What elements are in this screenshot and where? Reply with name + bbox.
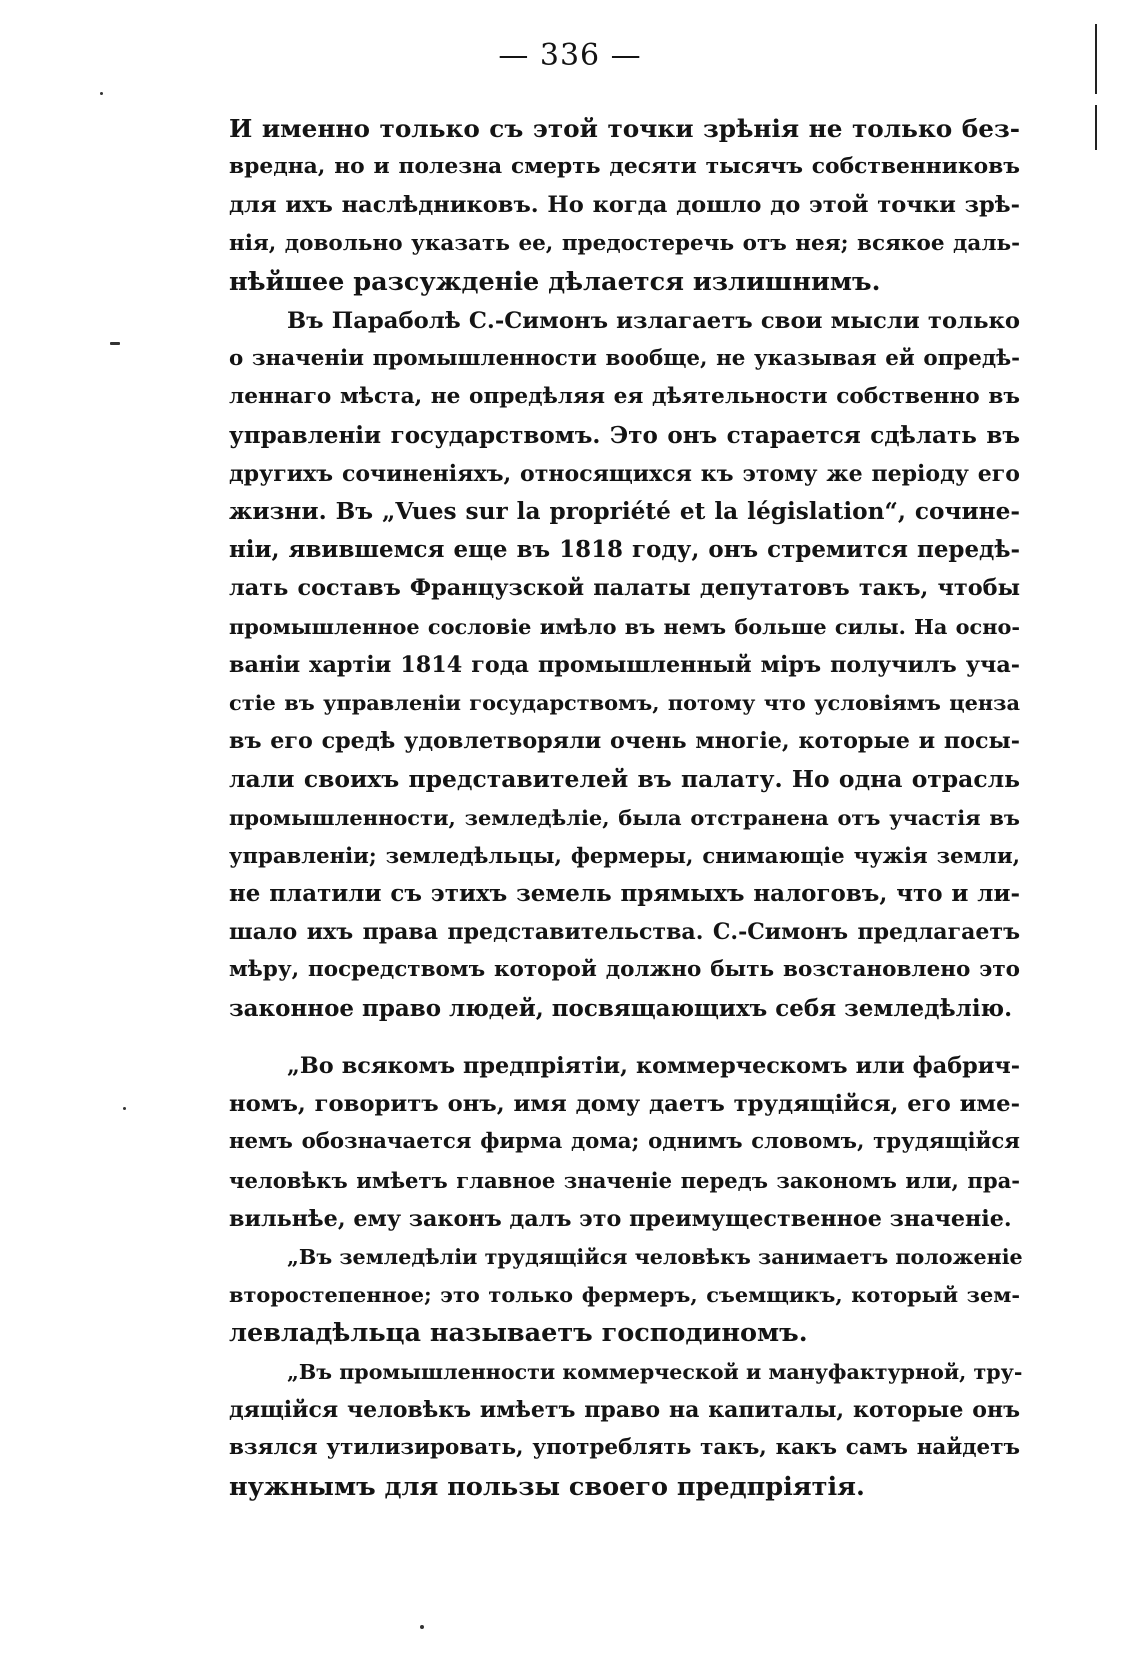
text-line: Въ Параболѣ С.-Симонъ излагаетъ свои мысли только	[287, 308, 1020, 334]
text-line: взялся утилизировать, употреблять такъ, какъ самъ найдетъ	[229, 1435, 1020, 1461]
text-line: леннаго мѣста, не опредѣляя ея дѣятельности собственно въ	[229, 384, 1020, 410]
scan-speck	[110, 342, 120, 345]
text-line: нѣйшее разсужденіе дѣлается излишнимъ.	[229, 266, 881, 297]
scan-speck	[420, 1625, 424, 1629]
paragraph	[229, 1047, 1020, 1238]
scan-edge-mark	[1095, 105, 1097, 150]
text-line: лать составъ Французской палаты депутатовъ такъ, чтобы	[229, 575, 1020, 602]
text-line: лали своихъ представителей въ палату. Но одна отрасль	[229, 765, 1020, 794]
text-line: шало ихъ права представительства. С.-Симонъ предлагаетъ	[229, 919, 1020, 946]
paragraph	[229, 110, 1020, 301]
paragraph	[229, 302, 1020, 1028]
text-line: ніи, явившемся еще въ 1818 году, онъ стремится передѣ-	[229, 536, 1020, 564]
text-line: И именно только съ этой точки зрѣнія не только без-	[229, 114, 1020, 143]
text-line: управленіи государствомъ. Это онъ старается сдѣлать въ	[229, 421, 1020, 449]
text-line: „Въ промышленности коммерческой и мануфактурной, тру-	[287, 1360, 1023, 1384]
text-line: для ихъ наслѣдниковъ. Но когда дошло до этой точки зрѣ-	[229, 192, 1020, 219]
text-line: промышленное сословіе имѣло въ немъ больше силы. На осно-	[229, 613, 1020, 639]
text-line: номъ, говоритъ онъ, имя дому даетъ трудящійся, его име-	[229, 1091, 1020, 1118]
text-line: законное право людей, посвящающихъ себя земледѣлію.	[229, 994, 1013, 1022]
text-line: немъ обозначается фирма дома; однимъ словомъ, трудящійся	[229, 1129, 1020, 1155]
text-line: нія, довольно указать ее, предостеречь отъ нея; всякое даль-	[229, 230, 1020, 256]
text-line: второстепенное; это только фермеръ, съемщикъ, который зем-	[229, 1282, 1020, 1308]
text-line: человѣкъ имѣетъ главное значеніе передъ закономъ или, пра-	[229, 1167, 1020, 1193]
text-line: о значеніи промышленности вообще, не указывая ей опредѣ-	[229, 346, 1020, 372]
page-number: — 336 —	[498, 38, 642, 73]
text-line: жизни. Въ „Vues sur la propriété et la législation“, сочине-	[229, 498, 1020, 526]
text-line: „Во всякомъ предпріятіи, коммерческомъ или фабрич-	[287, 1053, 1020, 1079]
text-line: управленіи; земледѣльцы, фермеры, снимающіе чужія земли,	[229, 842, 1020, 868]
text-line: вильнѣе, ему законъ далъ это преимущественное значеніе.	[229, 1205, 1012, 1232]
paragraph	[229, 1238, 1023, 1353]
text-line: нужнымъ для пользы своего предпріятія.	[229, 1471, 865, 1502]
text-line: не платили съ этихъ земель прямыхъ налоговъ, что и ли-	[229, 880, 1020, 908]
text-line: мѣру, посредствомъ которой должно быть возстановлено это	[229, 957, 1020, 983]
text-line: левладѣльца называетъ господиномъ.	[229, 1318, 808, 1349]
text-line: дящійся человѣкъ имѣетъ право на капиталы, которые онъ	[229, 1397, 1020, 1424]
text-line: ваніи хартіи 1814 года промышленный міръ получилъ уча-	[229, 651, 1020, 678]
scan-speck	[123, 1107, 126, 1110]
text-line: стіе въ управленіи государствомъ, потому что условіямъ ценза	[229, 690, 1020, 716]
text-line: промышленности, земледѣліе, была отстранена отъ участія въ	[229, 804, 1020, 830]
scan-speck	[100, 92, 103, 95]
paragraph	[229, 1353, 1023, 1506]
text-line: вредна, но и полезна смерть десяти тысячъ собственниковъ	[229, 154, 1020, 180]
text-line: „Въ земледѣліи трудящійся человѣкъ занимаетъ положеніе	[287, 1245, 1023, 1269]
text-line: другихъ сочиненіяхъ, относящихся къ этому же періоду его	[229, 460, 1020, 487]
text-line: въ его средѣ удовлетворяли очень многіе, которые и посы-	[229, 728, 1020, 755]
